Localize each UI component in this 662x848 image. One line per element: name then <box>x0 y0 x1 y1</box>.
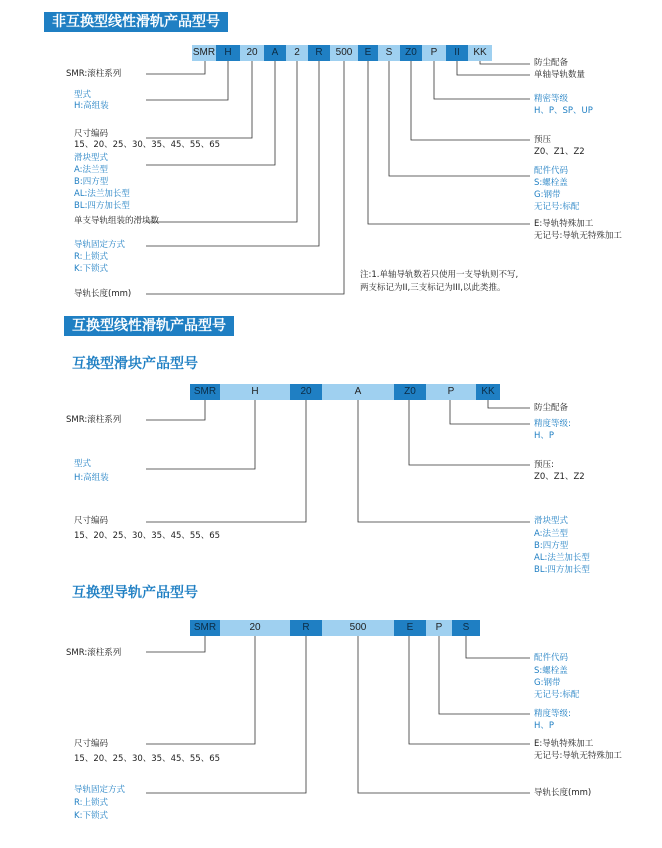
bt-al: AL:法兰加长型 <box>534 553 590 563</box>
rail-fix-r: R:上锁式 <box>74 798 109 808</box>
length-label: 导轨长度(mm) <box>74 289 132 299</box>
rail-code-size: 20 <box>220 620 290 636</box>
rail-accessory-g: G:钢带 <box>534 678 561 688</box>
size-title: 尺寸编码 <box>74 129 109 139</box>
rail-special-e: E:导轨特殊加工 <box>534 739 594 749</box>
code-smr: SMR <box>192 45 216 61</box>
rail-code-length: 500 <box>322 620 394 636</box>
fix-r: R:上锁式 <box>74 252 109 262</box>
block-type-h: H:高组装 <box>74 473 109 483</box>
bt-bl: BL:四方加长型 <box>534 565 590 575</box>
block-size-title: 尺寸编码 <box>74 516 109 526</box>
rail-fix-title: 导轨固定方式 <box>74 785 126 795</box>
rail-accessory-title: 配件代码 <box>534 653 569 663</box>
block-type-b: B:四方型 <box>74 177 109 187</box>
code-size: 20 <box>240 45 264 61</box>
rail-count-label: 单轴导轨数量 <box>534 70 586 80</box>
code-rail-count: II <box>446 45 468 61</box>
rail-code-fix: R <box>290 620 322 636</box>
accessory-none: 无记号:标配 <box>534 202 580 212</box>
code-fix: R <box>308 45 330 61</box>
block-preload-values: Z0、Z1、Z2 <box>534 472 585 482</box>
bt-title: 滑块型式 <box>534 516 569 526</box>
block-code-h: H <box>220 384 290 400</box>
block-precision-values: H、P <box>534 431 555 441</box>
fix-title: 导轨固定方式 <box>74 240 126 250</box>
section1-title: 非互换型线性滑轨产品型号 <box>44 12 228 32</box>
special-none: 无记号:导轨无特殊加工 <box>534 231 622 241</box>
rail-series-label: SMR:滚柱系列 <box>66 648 122 658</box>
rail-code-accessory: S <box>452 620 480 636</box>
code-block-type: A <box>264 45 286 61</box>
block-count-label: 单支导轨组装的滑块数 <box>74 216 160 226</box>
rail-size-title: 尺寸编码 <box>74 739 109 749</box>
rail-code-smr: SMR <box>190 620 220 636</box>
rail-precision-values: H、P <box>534 721 555 731</box>
dust-label: 防尘配备 <box>534 58 569 68</box>
code-block-count: 2 <box>286 45 308 61</box>
precision-title: 精密等级 <box>534 94 569 104</box>
note-line-2: 两支标记为II,三支标记为III,以此类推。 <box>360 283 506 293</box>
fix-k: K:下锁式 <box>74 264 108 274</box>
block-preload-title: 预压: <box>534 460 554 470</box>
block-code-precision: P <box>426 384 476 400</box>
special-e: E:导轨特殊加工 <box>534 219 594 229</box>
block-code-dust: KK <box>476 384 500 400</box>
section2-title: 互换型线性滑轨产品型号 <box>64 316 234 336</box>
block-type-bl: BL:四方加长型 <box>74 201 130 211</box>
rail-length-label: 导轨长度(mm) <box>534 788 592 798</box>
bt-a: A:法兰型 <box>534 529 569 539</box>
block-type-title: 滑块型式 <box>74 153 109 163</box>
rail-code-precision: P <box>426 620 452 636</box>
rail-accessory-s: S:螺栓盖 <box>534 666 568 676</box>
code-accessory: S <box>378 45 400 61</box>
rail-fix-k: K:下锁式 <box>74 811 108 821</box>
type-h: H:高组装 <box>74 101 109 111</box>
note-line-1: 注:1.单轴导轨数若只使用一支导轨则不写, <box>360 270 519 280</box>
code-precision: P <box>422 45 446 61</box>
block-type-al: AL:法兰加长型 <box>74 189 130 199</box>
preload-values: Z0、Z1、Z2 <box>534 147 585 157</box>
accessory-title: 配件代码 <box>534 166 569 176</box>
block-precision-title: 精度等级: <box>534 419 571 429</box>
code-dust: KK <box>468 45 492 61</box>
code-h: H <box>216 45 240 61</box>
bt-b: B:四方型 <box>534 541 569 551</box>
code-special: E <box>358 45 378 61</box>
rail-size-values: 15、20、25、30、35、45、55、65 <box>74 754 221 764</box>
precision-values: H、P、SP、UP <box>534 106 593 116</box>
block-size-values: 15、20、25、30、35、45、55、65 <box>74 531 221 541</box>
accessory-g: G:钢带 <box>534 190 561 200</box>
accessory-s: S:螺栓盖 <box>534 178 568 188</box>
size-values: 15、20、25、30、35、45、55、65 <box>74 140 221 150</box>
block-subtitle: 互换型滑块产品型号 <box>72 356 198 372</box>
rail-subtitle: 互换型导轨产品型号 <box>72 585 198 601</box>
block-type-title: 型式 <box>74 459 92 469</box>
block-type-a: A:法兰型 <box>74 165 109 175</box>
rail-accessory-none: 无记号:标配 <box>534 690 580 700</box>
block-dust-label: 防尘配备 <box>534 403 569 413</box>
block-series-label: SMR:滚柱系列 <box>66 415 122 425</box>
type-title: 型式 <box>74 90 92 100</box>
block-code-type: A <box>322 384 394 400</box>
block-code-size: 20 <box>290 384 322 400</box>
block-code-smr: SMR <box>190 384 220 400</box>
preload-title: 预压 <box>534 135 552 145</box>
code-preload: Z0 <box>400 45 422 61</box>
rail-code-special: E <box>394 620 426 636</box>
rail-special-none: 无记号:导轨无特殊加工 <box>534 751 622 761</box>
code-length: 500 <box>330 45 358 61</box>
rail-precision-title: 精度等级: <box>534 709 571 719</box>
block-code-preload: Z0 <box>394 384 426 400</box>
series-label: SMR:滚柱系列 <box>66 69 122 79</box>
